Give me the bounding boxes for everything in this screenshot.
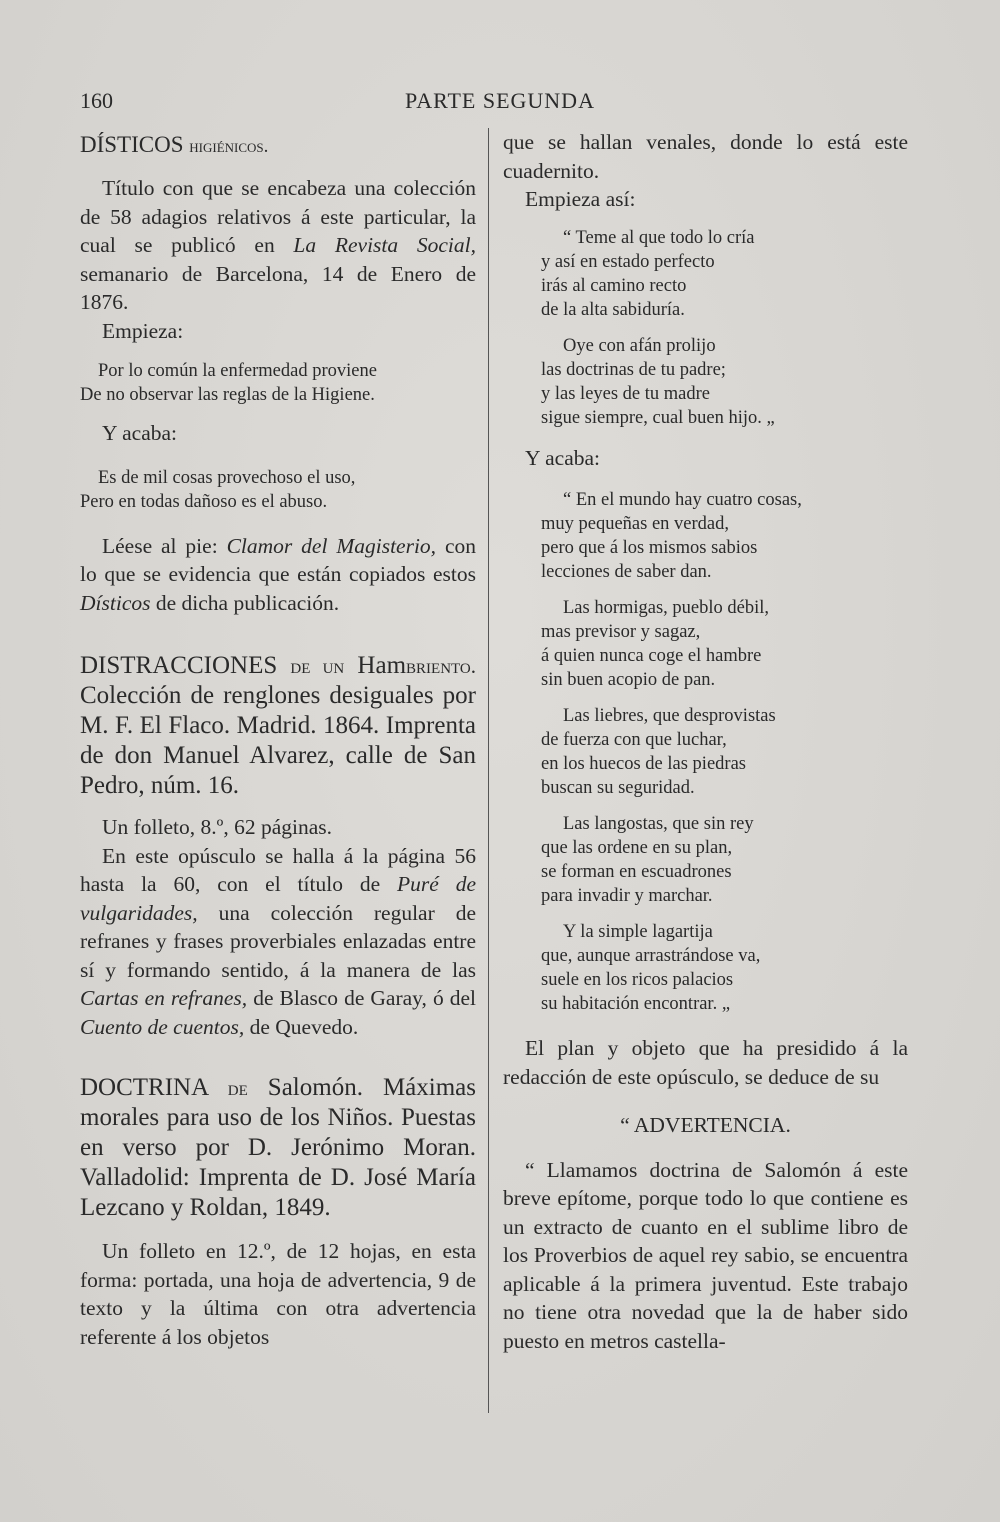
entry-distracciones-description: En este opúsculo se halla á la página 56 hasta la 60, con el título de Puré de vulgaridades, una colección regular de refranes y frases proverbiales enlazadas entre sí y formando sentido, á la manera de las Cartas en refranes, de Blasco de Garay, ó del Cuento de cuentos, de Quevedo. xyxy=(80,843,477,1039)
entry-disticos-description: Título con que se encabeza una colección de 58 adagios relativos á este particular, la cual se publicó en La Revista Social, semanario de Barcelona, 14 de Enero de 1876. xyxy=(80,176,476,314)
stanza-7: Y la simple lagartija que, aunque arrastrándose va, suele en los ricos palacios su habitación encontrar. „ xyxy=(541,922,761,1014)
stanza-1: “ Teme al que todo lo cría y así en estado perfecto irás al camino recto de la alta sabiduría. xyxy=(541,227,755,320)
stanza-2: Oye con afán prolijo las doctrinas de tu padre; y las leyes de tu madre sigue siempre, cual buen hijo. „ xyxy=(541,335,775,428)
entry-disticos-heading: DÍSTICOS higiénicos. xyxy=(80,132,269,157)
page-number: 160 xyxy=(80,88,113,113)
column-divider xyxy=(488,128,489,1413)
label-acaba: Y acaba: xyxy=(102,421,177,445)
stanza-3: “ En el mundo hay cuatro cosas, muy pequeñas en verdad, pero que á los mismos sabios lecciones de saber dan. xyxy=(541,490,802,582)
page-header xyxy=(80,88,920,118)
entry-doctrina-description: Un folleto en 12.º, de 12 hojas, en esta forma: portada, una hoja de advertencia, 9 de texto y la última con otra advertencia referente á los objetos xyxy=(80,1239,476,1349)
label-y-acaba: Y acaba: xyxy=(525,445,600,470)
stanza-6: Las langostas, que sin rey que las ordene en su plan, se forman en escuadrones para invadir y marchar. xyxy=(541,814,754,906)
entry-disticos-note: Léese al pie: Clamor del Magisterio, con lo que se evidencia que están copiados estos Dísticos de dicha publicación. xyxy=(80,533,476,615)
stanza-4: Las hormigas, pueblo débil, mas previsor y sagaz, á quien nunca coge el hambre sin buen acopio de pan. xyxy=(541,598,770,690)
advertencia-text: “ Llamamos doctrina de Salomón á este breve epítome, porque todo lo que contiene es un extracto de cuanto en el sublime libro de los Proverbios de aquel rey sabio, se encuentra aplicable á la primera juventud. Este trabajo no tiene otra novedad que la de haber sido puesto en metros castella- xyxy=(503,1157,908,1353)
stanza-5: Las liebres, que desprovistas de fuerza con que luchar, en los huecos de las piedras buscan su seguridad. xyxy=(541,706,776,798)
left-column xyxy=(80,128,476,1351)
label-empieza: Empieza: xyxy=(102,318,184,343)
quote-begin: Por lo común la enfermedad proviene De no observar las reglas de la Higiene. xyxy=(80,361,377,405)
plan-paragraph: El plan y objeto que ha presidido á la redacción de este opúsculo, se deduce de su xyxy=(503,1036,908,1089)
quote-end: Es de mil cosas provechoso el uso, Pero en todas dañoso es el abuso. xyxy=(80,467,356,512)
continuation-paragraph: que se hallan venales, donde lo está este cuadernito. xyxy=(503,130,908,183)
entry-distracciones-folleto: Un folleto, 8.º, 62 páginas. xyxy=(102,815,332,839)
entry-distracciones-heading: DISTRACCIONES de un Hambriento. Colección de renglones desiguales por M. F. El Flaco. Madrid. 1864. Imprenta de don Manuel Alvarez, calle de San Pedro, núm. 16. xyxy=(80,652,477,799)
running-head: PARTE SEGUNDA xyxy=(405,88,595,113)
right-column xyxy=(503,128,908,1355)
label-empieza-asi: Empieza así: xyxy=(525,187,636,211)
advertencia-heading: “ ADVERTENCIA. xyxy=(620,1113,791,1137)
entry-doctrina-heading: DOCTRINA de Salomón. Máximas morales para uso de los Niños. Puestas en verso por D. Jerónimo Moran. Valladolid: Imprenta de D. José María Lezcano y Roldan, 1849. xyxy=(80,1074,476,1221)
